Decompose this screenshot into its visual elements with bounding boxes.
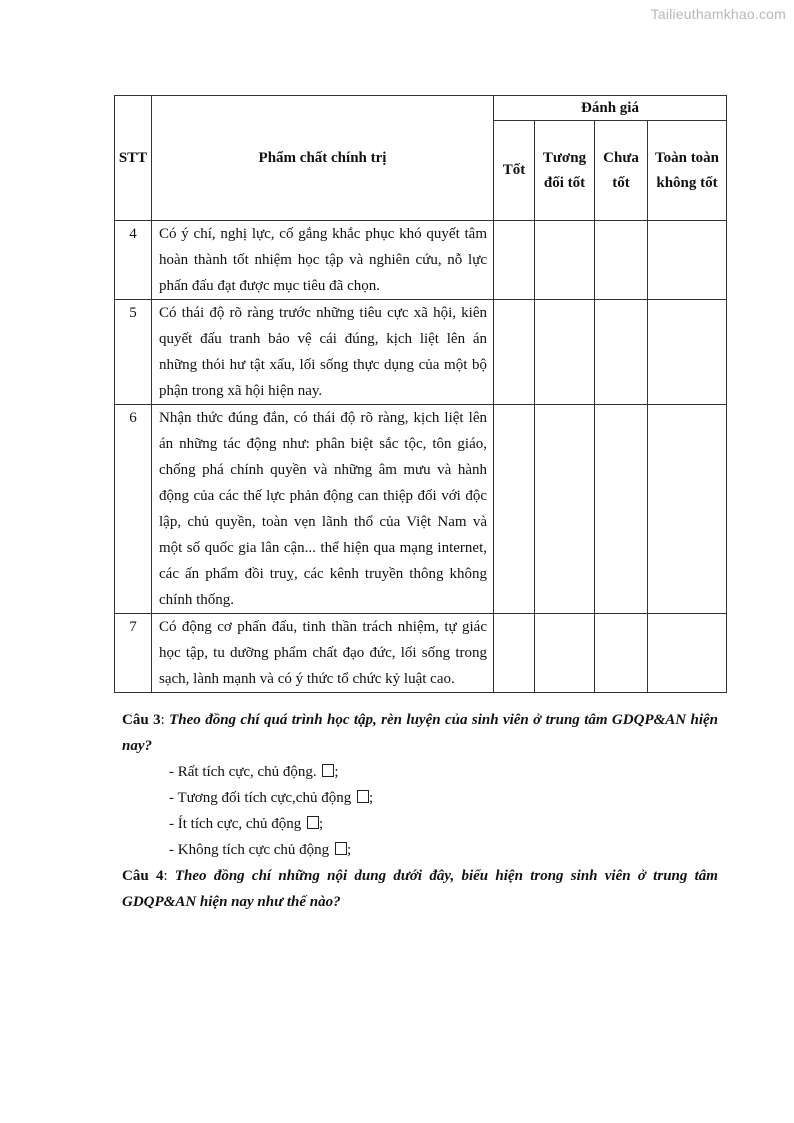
q3-option-2[interactable]: - Tương đối tích cực,chủ động ; <box>169 790 374 806</box>
row-criteria: Có thái độ rõ ràng trước những tiêu cực xã hội, kiên quyết đấu tranh bảo vệ cái đúng, kịch liệt lên án những thói hư tật xấu, lối sống thực dụng của một bộ phận trong xã hội hiện nay. <box>152 300 494 405</box>
question-3-label: Câu 3 <box>122 712 161 728</box>
q3-option-3-label: - Ít tích cực, chủ động <box>169 816 302 832</box>
row-number: 7 <box>115 614 152 693</box>
evaluation-table <box>114 95 727 693</box>
q3-option-1[interactable]: - Rất tích cực, chủ động. ; <box>169 764 339 780</box>
q3-option-2-label: - Tương đối tích cực,chủ động <box>169 790 352 806</box>
rating-cell[interactable] <box>494 300 535 405</box>
rating-cell[interactable] <box>535 405 595 614</box>
header-level-not-good: Chưa tốt <box>595 121 648 221</box>
checkbox-icon[interactable] <box>357 790 369 803</box>
watermark: Tailieuthamkhao.com <box>650 6 786 22</box>
header-criteria: Phẩm chất chính trị <box>152 96 494 221</box>
q3-option-3[interactable]: - Ít tích cực, chủ động ; <box>169 816 324 832</box>
rating-cell[interactable] <box>648 405 727 614</box>
table-row <box>115 405 727 614</box>
rating-cell[interactable] <box>595 300 648 405</box>
question-3: Câu 3: Theo đồng chí quá trình học tập, rèn luyện của sinh viên ở trung tâm GDQP&AN hiện nay? <box>122 712 718 754</box>
rating-cell[interactable] <box>648 614 727 693</box>
row-criteria: Có ý chí, nghị lực, cố gắng khắc phục khó quyết tâm hoàn thành tốt nhiệm học tập và nghiên cứu, nỗ lực phấn đấu đạt được mục tiêu đã chọn. <box>152 221 494 300</box>
table-row <box>115 300 727 405</box>
rating-cell[interactable] <box>535 221 595 300</box>
rating-cell[interactable] <box>494 221 535 300</box>
checkbox-icon[interactable] <box>335 842 347 855</box>
rating-cell[interactable] <box>595 405 648 614</box>
rating-cell[interactable] <box>535 300 595 405</box>
question-4-text: Theo đồng chí những nội dung dưới đây, biểu hiện trong sinh viên ở trung tâm GDQP&AN hiện nay như thế nào? <box>122 868 718 910</box>
table-row <box>115 221 727 300</box>
row-number: 6 <box>115 405 152 614</box>
q3-option-1-label: - Rất tích cực, chủ động. <box>169 764 317 780</box>
rating-cell[interactable] <box>648 300 727 405</box>
rating-cell[interactable] <box>535 614 595 693</box>
row-criteria: Nhận thức đúng đắn, có thái độ rõ ràng, kịch liệt lên án những tác động như: phân biệt sắc tộc, tôn giáo, chống phá chính quyền và những âm mưu và hành động của các thế lực phản động can thiệp đối với độc lập, chủ quyền, toàn vẹn lãnh thổ của Việt Nam và một số quốc gia lân cận... thể hiện qua mạng internet, các ấn phẩm đồi truỵ, các kênh truyền thông không chính thống. <box>152 405 494 614</box>
header-stt: STT <box>115 96 152 221</box>
header-level-completely-not-good: Toàn toàn không tốt <box>648 121 727 221</box>
question-3-text: Theo đồng chí quá trình học tập, rèn luyện của sinh viên ở trung tâm GDQP&AN hiện nay? <box>122 712 718 754</box>
question-4-label: Câu 4 <box>122 868 164 884</box>
row-number: 4 <box>115 221 152 300</box>
header-level-good: Tốt <box>494 121 535 221</box>
q3-option-4-label: - Không tích cực chủ động <box>169 842 330 858</box>
table-row <box>115 614 727 693</box>
q3-option-4[interactable]: - Không tích cực chủ động ; <box>169 842 352 858</box>
header-evaluation: Đánh giá <box>494 96 727 121</box>
rating-cell[interactable] <box>595 614 648 693</box>
row-criteria: Có động cơ phấn đấu, tinh thần trách nhiệm, tự giác học tập, tu dưỡng phẩm chất đạo đức, lối sống trong sạch, lành mạnh và có ý thức tổ chức kỷ luật cao. <box>152 614 494 693</box>
checkbox-icon[interactable] <box>307 816 319 829</box>
row-number: 5 <box>115 300 152 405</box>
rating-cell[interactable] <box>595 221 648 300</box>
rating-cell[interactable] <box>494 405 535 614</box>
header-level-fairly-good: Tương đối tốt <box>535 121 595 221</box>
checkbox-icon[interactable] <box>322 764 334 777</box>
rating-cell[interactable] <box>648 221 727 300</box>
rating-cell[interactable] <box>494 614 535 693</box>
question-4: Câu 4: Theo đồng chí những nội dung dưới đây, biểu hiện trong sinh viên ở trung tâm GDQP&AN hiện nay như thế nào? <box>122 868 718 910</box>
